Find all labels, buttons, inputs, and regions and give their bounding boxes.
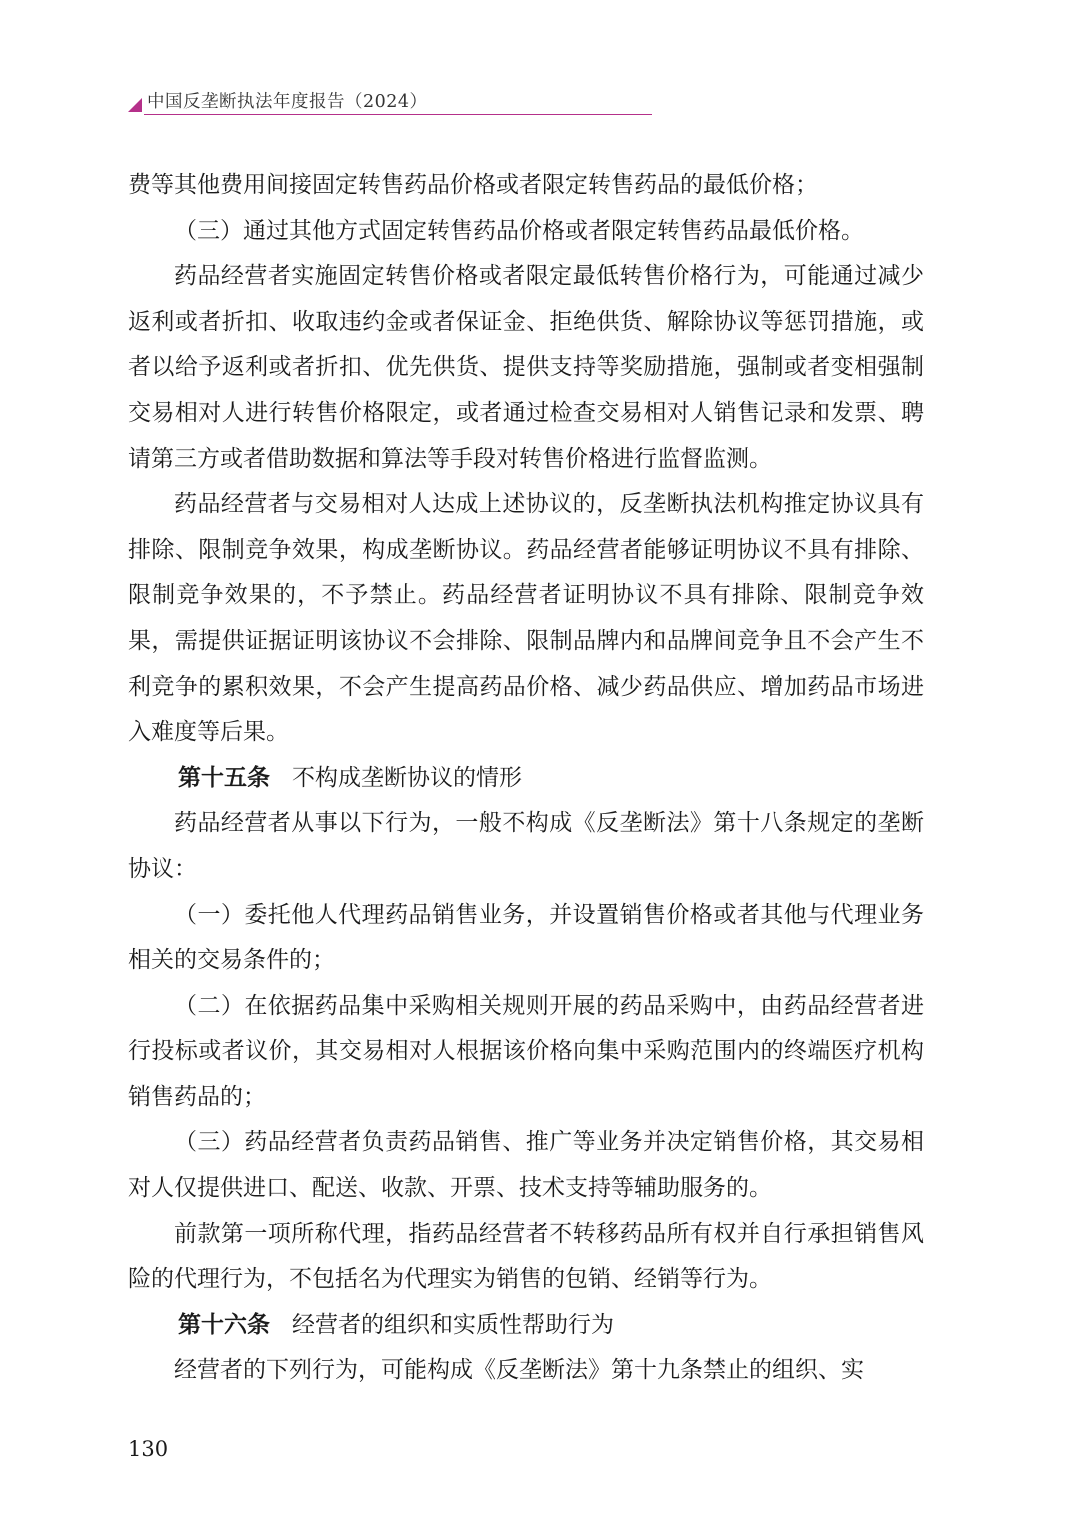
article-15-item-1: （一）委托他人代理药品销售业务，并设置销售价格或者其他与代理业务相关的交易条件的； xyxy=(128,901,924,974)
header-rule xyxy=(144,114,652,115)
page-number: 130 xyxy=(128,1437,169,1461)
report-title: 中国反垄断执法年度报告（2024） xyxy=(147,92,428,112)
article-16-number: 第十六条 xyxy=(178,1311,270,1338)
article-16-intro: 经营者的下列行为，可能构成《反垄断法》第十九条禁止的组织、实 xyxy=(174,1357,864,1384)
page-body xyxy=(128,163,924,1394)
article-16-heading xyxy=(128,1303,924,1349)
article-15-intro: 药品经营者从事以下行为，一般不构成《反垄断法》第十八条规定的垄断协议： xyxy=(128,810,924,882)
article-15-item-2: （二）在依据药品集中采购相关规则开展的药品采购中，由药品经营者进行投标或者议价，其交易相对人根据该价格向集中采购范围内的终端医疗机构销售药品的； xyxy=(128,992,924,1110)
paragraph-penalty-measures: 药品经营者实施固定转售价格或者限定最低转售价格行为，可能通过减少返利或者折扣、收取违约金或者保证金、拒绝供货、解除协议等惩罚措施，或者以给予返利或者折扣、优先供货、提供支持等奖励措施，强制或者变相强制交易相对人进行转售价格限定，或者通过检查交易相对人销售记录和发票、聘请第三方或者借助数据和算法等手段对转售价格进行监督监测。 xyxy=(128,263,924,472)
header-triangle-marker xyxy=(128,98,142,112)
paragraph-presumption: 药品经营者与交易相对人达成上述协议的，反垄断执法机构推定协议具有排除、限制竞争效果，构成垄断协议。药品经营者能够证明协议不具有排除、限制竞争效果的，不予禁止。药品经营者证明协议不具有排除、限制竞争效果，需提供证据证明该协议不会排除、限制品牌内和品牌间竞争且不会产生不利竞争的累积效果，不会产生提高药品价格、减少药品供应、增加药品市场进入难度等后果。 xyxy=(128,491,924,746)
article-15-heading xyxy=(128,756,924,802)
paragraph-item-3: （三）通过其他方式固定转售药品价格或者限定转售药品最低价格。 xyxy=(174,217,864,244)
article-16-title: 经营者的组织和实质性帮助行为 xyxy=(292,1311,614,1338)
article-15-number: 第十五条 xyxy=(178,764,270,791)
article-15-title: 不构成垄断协议的情形 xyxy=(292,764,522,791)
running-header xyxy=(128,84,652,118)
paragraph-continuation: 费等其他费用间接固定转售药品价格或者限定转售药品的最低价格； xyxy=(128,172,818,198)
article-15-agency-definition: 前款第一项所称代理，指药品经营者不转移药品所有权并自行承担销售风险的代理行为，不包括名为代理实为销售的包销、经销等行为。 xyxy=(128,1220,924,1293)
article-15-item-3: （三）药品经营者负责药品销售、推广等业务并决定销售价格，其交易相对人仅提供进口、配送、收款、开票、技术支持等辅助服务的。 xyxy=(128,1129,924,1202)
